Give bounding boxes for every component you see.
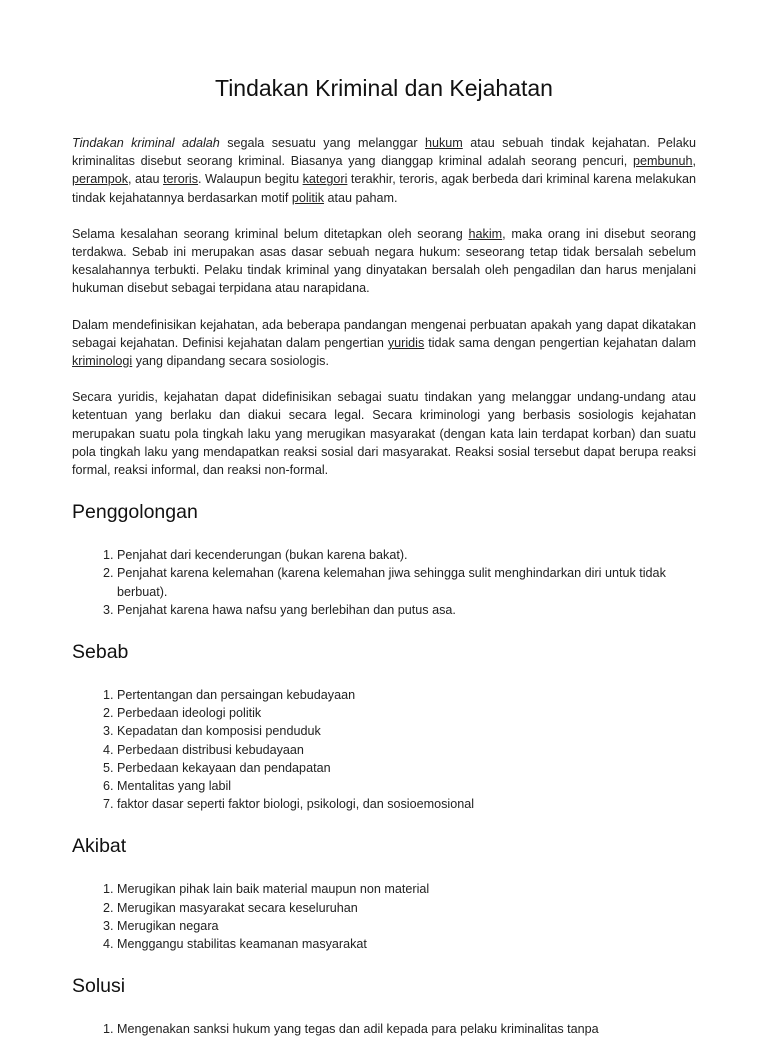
text-span: , atau (128, 172, 164, 187)
list-item: 2. Merugikan masyarakat secara keseluruhan (117, 899, 696, 917)
list-item: 2. Penjahat karena kelemahan (karena kelemahan jiwa sehingga sulit menghindarkan diri untuk tidak berbuat). (117, 564, 696, 600)
list-item: 1. Pertentangan dan persaingan kebudayaan (117, 686, 696, 704)
list-sebab (72, 686, 696, 813)
list-item: 1. Mengenakan sanksi hukum yang tegas dan adil kepada para pelaku kriminalitas tanpa (117, 1020, 696, 1038)
list-item: 4. Perbedaan distribusi kebudayaan (117, 741, 696, 759)
link-politik[interactable]: politik (291, 190, 325, 205)
heading-sebab: Sebab (72, 641, 129, 664)
text-span: Selama kesalahan seorang kriminal belum ditetapkan oleh seorang (72, 226, 469, 241)
list-item: 3. Merugikan negara (117, 917, 696, 935)
list-akibat (72, 880, 696, 953)
heading-penggolongan: Penggolongan (72, 501, 198, 524)
link-hakim[interactable]: hakim (468, 226, 503, 241)
paragraph-2 (72, 225, 696, 298)
text-span: . Walaupun begitu (198, 172, 303, 187)
list-solusi (72, 1020, 696, 1038)
list-item: 3. Kepadatan dan komposisi penduduk (117, 722, 696, 740)
list-item: 3. Penjahat karena hawa nafsu yang berlebihan dan putus asa. (117, 601, 696, 619)
list-item: 7. faktor dasar seperti faktor biologi, psikologi, dan sosioemosional (117, 795, 696, 813)
heading-akibat: Akibat (72, 835, 127, 858)
list-item: 6. Mentalitas yang labil (117, 777, 696, 795)
paragraph-4: Secara yuridis, kejahatan dapat didefinisikan sebagai suatu tindakan yang melanggar undang-undang atau ketentuan yang berlaku dan diakui secara legal. Secara kriminologi yang berbasis sosiologis kejahatan merupakan suatu pola tingkah laku yang merugikan masyarakat (dengan kata lain terdapat korban) dan suatu pola tingkah laku yang mendapatkan reaksi sosial dari masyarakat. Reaksi sosial tersebut dapat berupa reaksi formal, reaksi informal, dan reaksi non-formal. (72, 390, 696, 478)
document-title: Tindakan Kriminal dan Kejahatan (215, 75, 553, 101)
paragraph-1 (72, 134, 696, 207)
link-kategori[interactable]: kategori (302, 172, 348, 187)
link-perampok[interactable]: perampok (72, 172, 129, 187)
text-span: , (692, 154, 696, 169)
list-penggolongan (72, 546, 696, 619)
text-span: tidak sama dengan pengertian kejahatan dalam (424, 335, 696, 350)
link-pembunuh[interactable]: pembunuh (632, 154, 693, 169)
text-span: yang dipandang secara sosiologis. (132, 354, 329, 369)
text-span: atau paham. (324, 190, 398, 205)
text-span: , maka orang ini disebut seorang terdakwa. Sebab ini merupakan asas dasar sebuah negara hukum: seseorang tetap tidak bersalah sebelum kesalahannya terbukti. Pelaku tindak kriminal yang dinyatakan bersalah oleh pengadilan dan harus menjalani hukuman disebut sebagai terpidana atau narapidana. (72, 226, 696, 296)
link-teroris[interactable]: teroris (163, 172, 199, 187)
link-yuridis[interactable]: yuridis (387, 335, 425, 350)
link-kriminologi[interactable]: kriminologi (72, 354, 133, 369)
heading-solusi: Solusi (72, 975, 126, 998)
italic-term: Tindakan kriminal adalah (72, 136, 220, 150)
list-item: 5. Perbedaan kekayaan dan pendapatan (117, 759, 696, 777)
text-span: atau sebuah tindak kejahatan. Pelaku kriminalitas disebut seorang kriminal. Biasanya yang dianggap kriminal adalah seorang pencuri, (72, 136, 696, 169)
text-span: Dalam mendefinisikan kejahatan, ada beberapa pandangan mengenai perbuatan apakah yang dapat dikatakan sebagai kejahatan. Definisi kejahatan dalam pengertian (72, 317, 696, 350)
text-span: terakhir, teroris, agak berbeda dari kriminal karena melakukan tindak kejahatannya berdasarkan motif (72, 172, 697, 205)
text-span: segala sesuatu yang melanggar (219, 136, 425, 150)
list-item: 1. Penjahat dari kecenderungan (bukan karena bakat). (117, 546, 696, 564)
list-item: 2. Perbedaan ideologi politik (117, 704, 696, 722)
paragraph-3 (72, 316, 696, 371)
link-hukum[interactable]: hukum (424, 136, 463, 150)
list-item: 4. Menggangu stabilitas keamanan masyarakat (117, 935, 696, 953)
list-item: 1. Merugikan pihak lain baik material maupun non material (117, 880, 696, 898)
